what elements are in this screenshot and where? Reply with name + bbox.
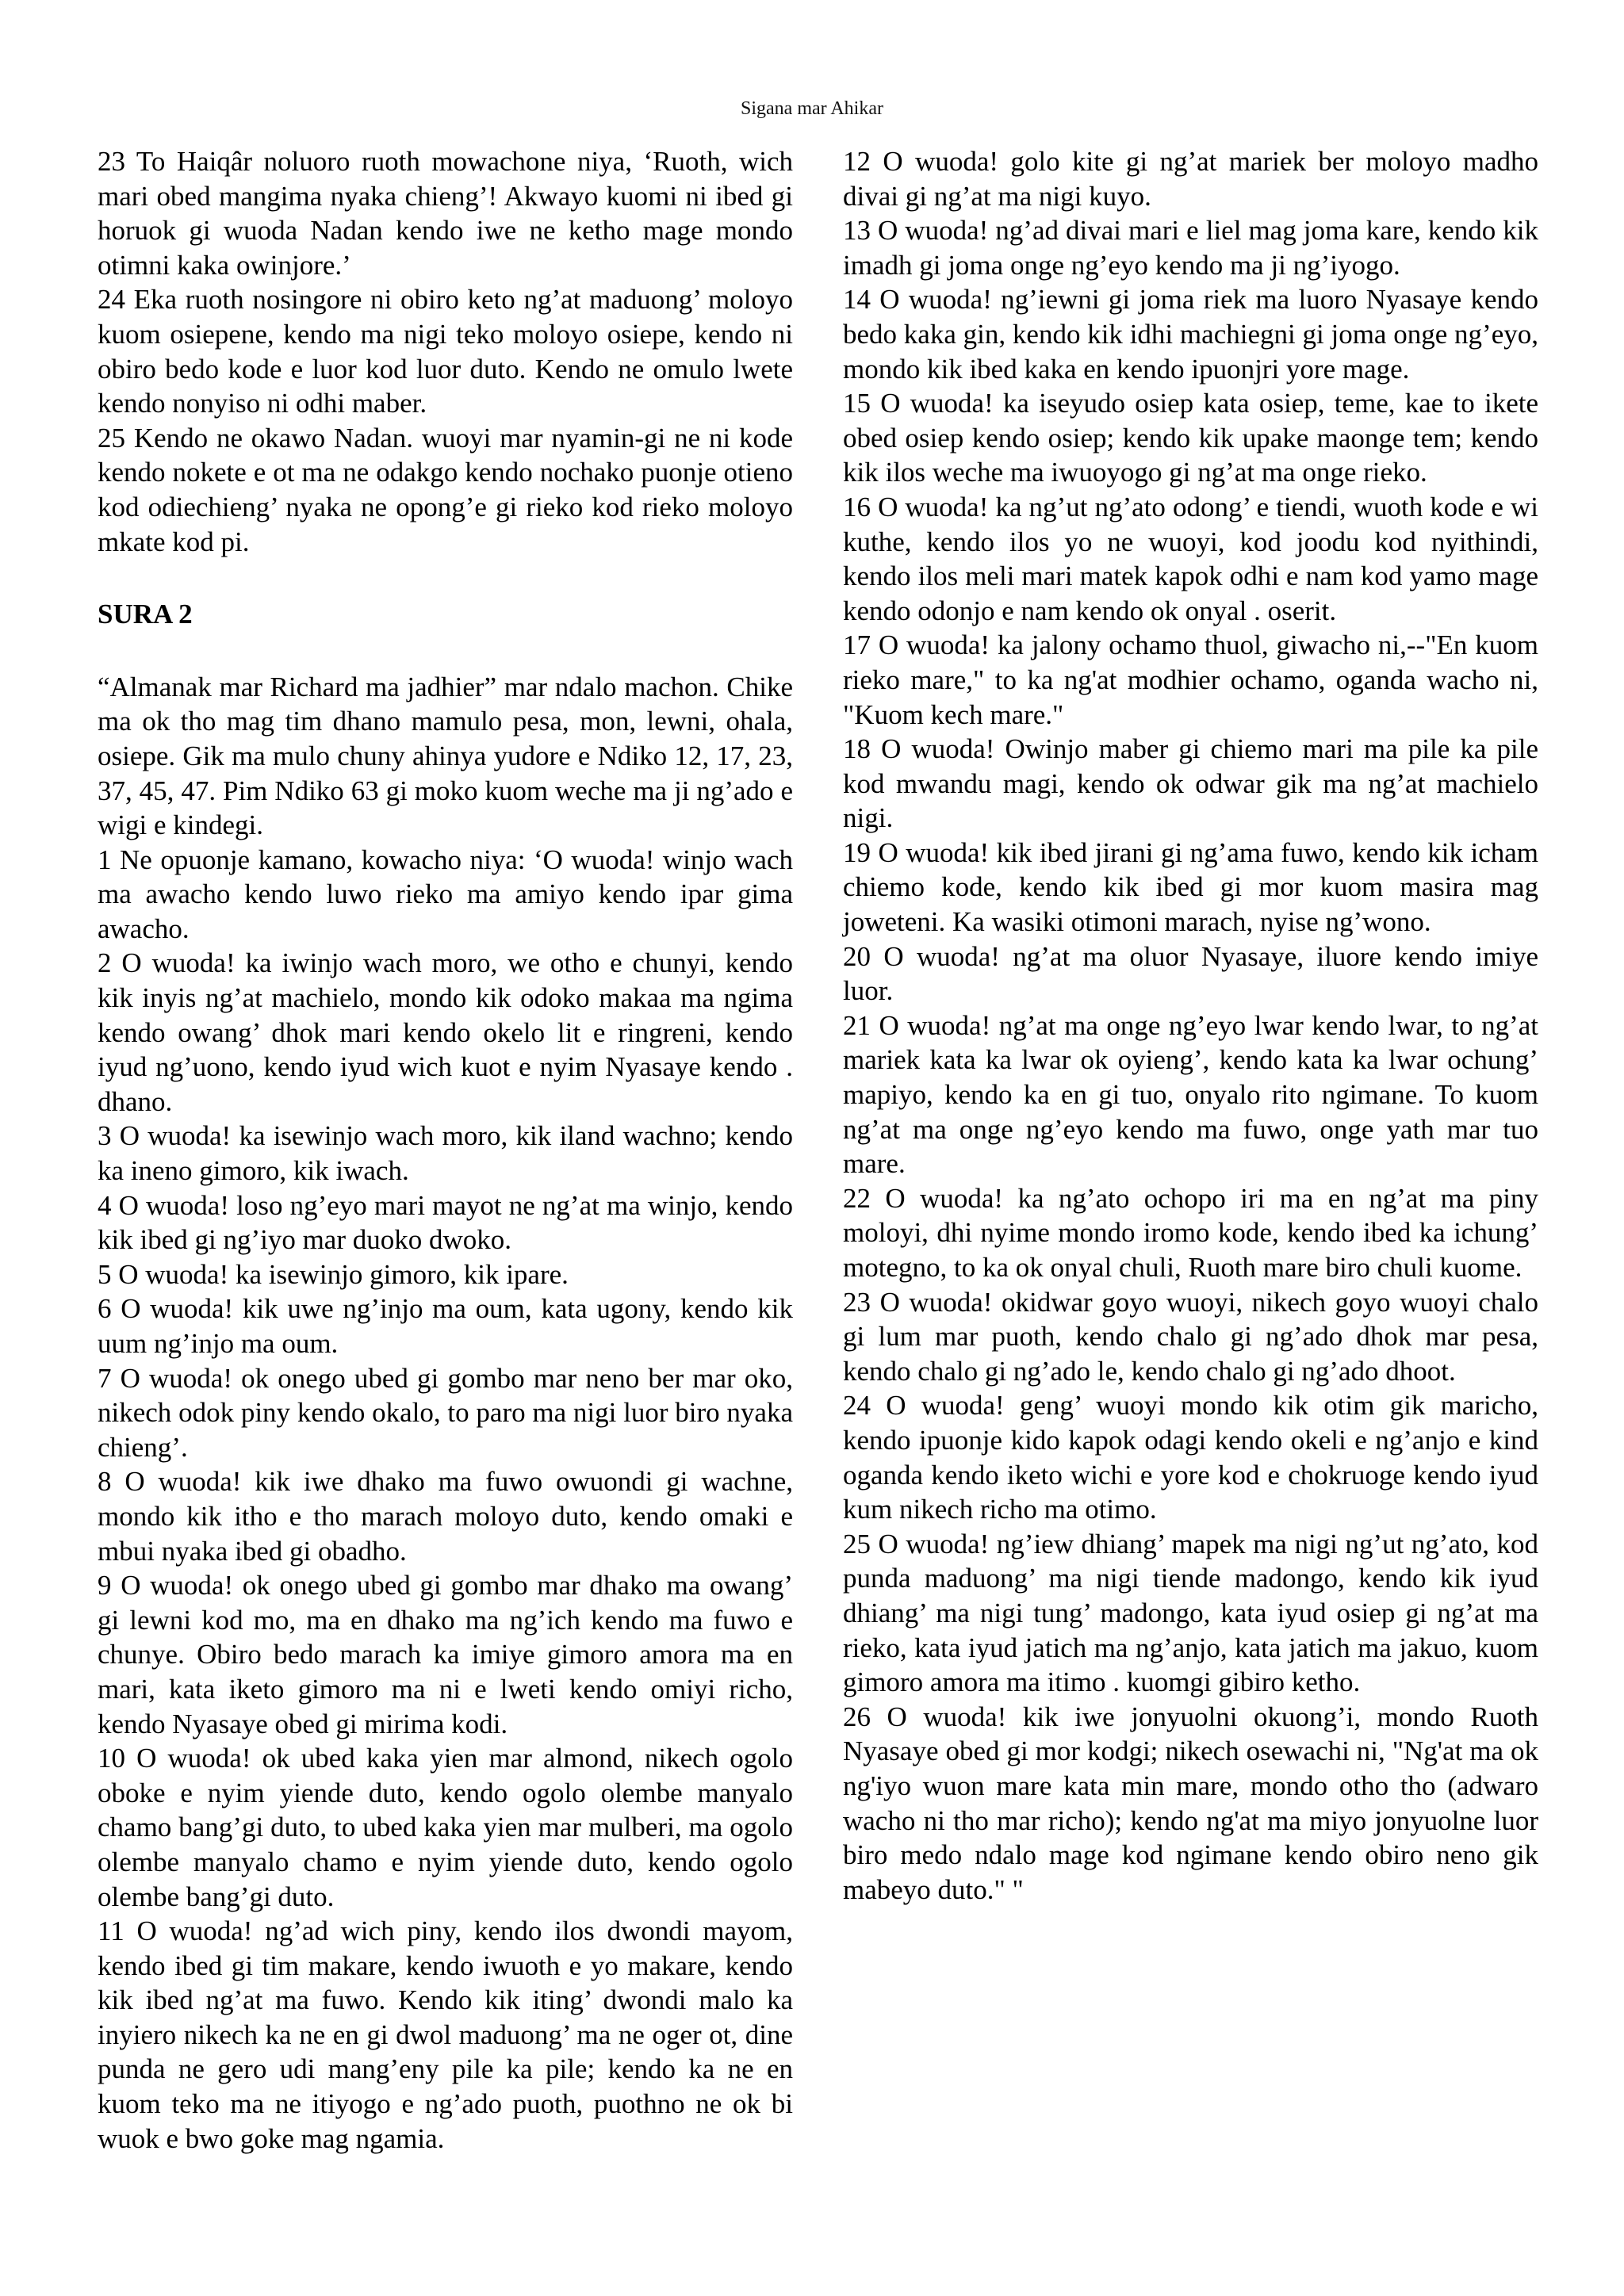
paragraph: 24 Eka ruoth nosingore ni obiro keto ng’at maduong’ moloyo kuom osiepene, kendo ma nigi teko moloyo osiepe, kendo ni obiro bedo kode e luor kod luor duto. Kendo ne omulo lwete kendo nonyiso ni odhi maber. xyxy=(98,284,793,419)
verse: 3 O wuoda! ka isewinjo wach moro, kik iland wachno; kendo ka ineno gimoro, kik iwach. xyxy=(98,1120,793,1187)
verse: 4 O wuoda! loso ng’eyo mari mayot ne ng’at ma winjo, kendo kik ibed gi ng’iyo mar duoko dwoko. xyxy=(98,1189,793,1256)
verse: 24 O wuoda! geng’ wuoyi mondo kik otim gik maricho, kendo ipuonje kido kapok odagi kendo okeli e ng’anjo e kind oganda kendo iketo wichi e yore kod e chokruoge kendo iyud kum nikech richo ma otimo. xyxy=(843,1390,1538,1525)
verse: 23 O wuoda! okidwar goyo wuoyi, nikech goyo wuoyi chalo gi lum mar puoth, kendo chalo gi ng’ado dhok mar pesa, kendo chalo gi ng’ado le, kendo chalo gi ng’ado dhoot. xyxy=(843,1286,1538,1387)
section-heading: SURA 2 xyxy=(98,599,193,630)
verse: 19 O wuoda! kik ibed jirani gi ng’ama fuwo, kendo kik icham chiemo kode, kendo kik ibed gi mor kuom masira mag joweteni. Ka wasiki otimoni marach, nyise ng’wono. xyxy=(843,836,1538,938)
verse: 15 O wuoda! ka iseyudo osiep kata osiep, teme, kae to ikete obed osiep kendo osiep; kendo kik upake maonge tem; kendo kik ilos weche ma iwuoyogo gi ng’at ma onge rieko. xyxy=(843,388,1538,488)
left-column xyxy=(98,144,793,2156)
verse: 7 O wuoda! ok onego ubed gi gombo mar neno ber mar oko, nikech odok piny kendo okalo, to paro ma nigi luor biro nyaka chieng’. xyxy=(98,1362,793,1463)
verse: 18 O wuoda! Owinjo maber gi chiemo mari ma pile ka pile kod mwandu magi, kendo ok odwar gik ma ng’at machielo nigi. xyxy=(843,733,1538,834)
verse: 13 O wuoda! ng’ad divai mari e liel mag joma kare, kendo kik imadh gi joma onge ng’eyo kendo ma ji ng’iyogo. xyxy=(843,215,1538,281)
intro-paragraph: “Almanak mar Richard ma jadhier” mar ndalo machon. Chike ma ok tho mag tim dhano mamulo pesa, mon, lewni, ohala, osiepe. Gik ma mulo chuny ahinya yudore e Ndiko 12, 17, 23, 37, 45, 47. Pim Ndiko 63 gi moko kuom weche ma ji ng’ado e wigi e kindegi. xyxy=(98,671,793,841)
verse: 21 O wuoda! ng’at ma onge ng’eyo lwar kendo lwar, to ng’at mariek kata ka lwar ok oyieng’, kendo kata ka lwar ochung’ mapiyo, kendo ka en gi tuo, onyalo rito ngimane. To kuom ng’at ma onge ng’eyo kendo ma fuwo, onge yath mar tuo mare. xyxy=(843,1009,1538,1180)
running-header: Sigana mar Ahikar xyxy=(741,98,883,119)
verse: 14 O wuoda! ng’iewni gi joma riek ma luoro Nyasaye kendo bedo kaka gin, kendo kik idhi machiegni gi joma onge ng’eyo, mondo kik ibed kaka en kendo ipuonjri yore mage. xyxy=(843,284,1538,385)
verse: 26 O wuoda! kik iwe jonyuolni okuong’i, mondo Ruoth Nyasaye obed gi mor kodgi; nikech osewachi ni, "Ng'at ma ok ng'iyo wuon mare kata min mare, mondo otho tho (adwaro wacho ni tho mar richo); kendo ng'at ma miyo jonyuolne luor biro medo ndalo mage kod ngimane kendo obiro neno gik mabeyo duto." " xyxy=(843,1701,1538,1905)
right-column xyxy=(843,144,1538,1907)
verse: 10 O wuoda! ok ubed kaka yien mar almond, nikech ogolo oboke e nyim yiende duto, kendo ogolo olembe manyalo chamo bang’gi duto, to ubed kaka yien mar mulberi, ma ogolo olembe manyalo chamo e nyim yiende duto, kendo ogolo olembe bang’gi duto. xyxy=(98,1743,793,1912)
verse: 6 O wuoda! kik uwe ng’injo ma oum, kata ugony, kendo kik uum ng’injo ma oum. xyxy=(98,1293,793,1359)
verse: 11 O wuoda! ng’ad wich piny, kendo ilos dwondi mayom, kendo ibed gi tim makare, kendo iwuoth e yo makare, kendo kik ibed ng’at ma fuwo. Kendo kik iting’ dwondi malo ka inyiero nikech ka ne en gi dwol maduong’ ma ne oger ot, dine punda ne gero udi mang’eny pile ka pile; kendo ka ne en kuom teko ma ne itiyogo e ng’ado puoth, puothno ne ok bi wuok e bwo goke mag ngamia. xyxy=(98,1915,793,2154)
spacer xyxy=(98,632,793,670)
verse: 2 O wuoda! ka iwinjo wach moro, we otho e chunyi, kendo kik inyis ng’at machielo, mondo kik odoko makaa ma ngima kendo owang’ dhok mari kendo okelo lit e ringreni, kendo iyud ng’uono, kendo iyud wich kuot e nyim Nyasaye kendo . dhano. xyxy=(98,947,793,1117)
paragraph: 23 To Haiqâr noluoro ruoth mowachone niya, ‘Ruoth, wich mari obed mangima nyaka chieng’! Akwayo kuomi ni ibed gi horuok gi wuoda Nadan kendo iwe ne ketho mage mondo otimni kaka owinjore.’ xyxy=(98,146,793,281)
verse: 20 O wuoda! ng’at ma oluor Nyasaye, iluore kendo imiye luor. xyxy=(843,940,1538,1007)
spacer xyxy=(98,559,793,597)
verse: 5 O wuoda! ka isewinjo gimoro, kik ipare. xyxy=(98,1258,569,1290)
verse: 22 O wuoda! ka ng’ato ochopo iri ma en ng’at ma piny moloyi, dhi nyime mondo iromo kode, kendo ibed ka ichung’ motegno, to ka ok onyal chuli, Ruoth mare biro chuli kuome. xyxy=(843,1182,1538,1283)
verse: 8 O wuoda! kik iwe dhako ma fuwo owuondi gi wachne, mondo kik itho e tho marach moloyo duto, kendo omaki e mbui nyaka ibed gi obadho. xyxy=(98,1466,793,1567)
verse: 1 Ne opuonje kamano, kowacho niya: ‘O wuoda! winjo wach ma awacho kendo luwo rieko ma amiyo kendo ipar gima awacho. xyxy=(98,844,793,944)
verse: 16 O wuoda! ka ng’ut ng’ato odong’ e tiendi, wuoth kode e wi kuthe, kendo ilos yo ne wuoyi, kod joodu kod nyithindi, kendo ilos meli mari matek kapok odhi e nam kod yamo mage kendo odonjo e nam kendo ok onyal . oserit. xyxy=(843,491,1538,626)
verse: 17 O wuoda! ka jalony ochamo thuol, giwacho ni,--"En kuom rieko mare," to ka ng'at modhier ochamo, oganda wacho ni, "Kuom kech mare." xyxy=(843,629,1538,730)
paragraph: 25 Kendo ne okawo Nadan. wuoyi mar nyamin-gi ne ni kode kendo nokete e ot ma ne odakgo kendo nochako puonje otieno kod odiechieng’ nyaka ne opong’e gi rieko kod rieko moloyo mkate kod pi. xyxy=(98,422,793,557)
verse: 12 O wuoda! golo kite gi ng’at mariek ber moloyo madho divai gi ng’at ma nigi kuyo. xyxy=(843,146,1538,212)
verse: 9 O wuoda! ok onego ubed gi gombo mar dhako ma owang’ gi lewni kod mo, ma en dhako ma ng’ich kendo ma fuwo e chunye. Obiro bedo marach ka imiye gimoro amora ma en mari, kata iketo gimoro ma ni e lweti kendo omiyi richo, kendo Nyasaye obed gi mirima kodi. xyxy=(98,1570,793,1739)
verse: 25 O wuoda! ng’iew dhiang’ mapek ma nigi ng’ut ng’ato, kod punda maduong’ ma nigi tiende madongo, kendo kik iyud dhiang’ ma nigi tung’ madongo, kata iyud osiep gi ng’at ma rieko, kata iyud jatich ma ng’anjo, kata jatich ma jakuo, kuom gimoro amora ma itimo . kuomgi gibiro ketho. xyxy=(843,1528,1538,1698)
